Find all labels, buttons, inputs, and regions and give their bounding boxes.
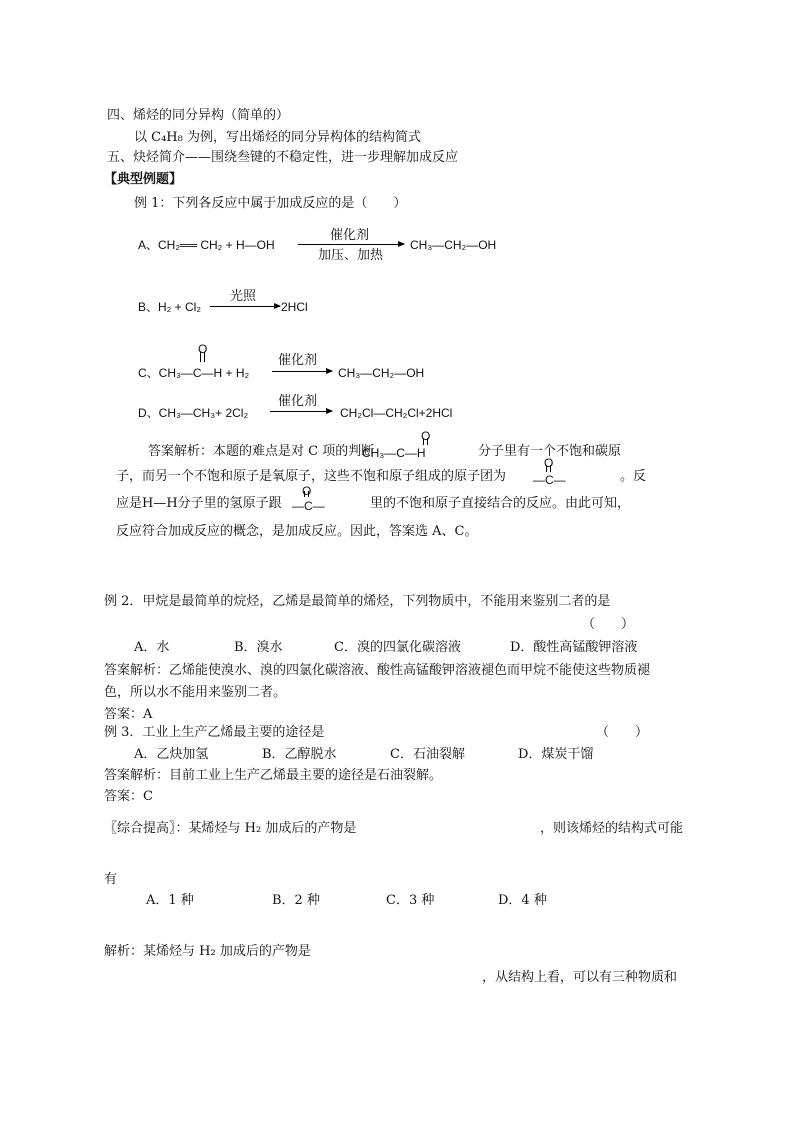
ex1-option-d-right: CH₂Cl—CH₂Cl+2HCl — [340, 406, 453, 420]
ex1-option-c-arrow — [272, 371, 332, 372]
ex3-paren: （ ） — [596, 725, 649, 740]
ex1-option-a-right: CH₃—CH₂—OH — [410, 238, 497, 252]
ex2-option-d: D．酸性高锰酸钾溶液 — [510, 640, 638, 655]
ex1-option-a-cond-bottom: 加压、加热 — [318, 248, 384, 263]
examples-heading: 【典型例题】 — [104, 172, 183, 187]
ex3-answer: 答案：C — [104, 789, 153, 804]
synthesis-line1-a: 〖综合提高〗：某烯烃与 H₂ 加成后的产物是 — [104, 821, 357, 836]
ex2-option-a: A．水 — [134, 640, 170, 655]
ex1-analysis-line2-oxygen: O — [544, 456, 554, 470]
ex1-analysis-line2-a: 子，而另一个不饱和原子是氧原子，这些不饱和原子组成的原子团为 — [116, 469, 507, 484]
ex1-option-b-cond-top: 光照 — [230, 289, 257, 304]
ex1-option-a-left: A、CH₂══ CH₂ + H—OH — [138, 238, 275, 252]
ex2-option-b: B．溴水 — [234, 640, 283, 655]
ex2-analysis-line2: 色，所以水不能用来鉴别二者。 — [104, 685, 287, 700]
ex3-option-a: A．乙炔加氢 — [134, 747, 209, 762]
ex2-analysis-line1: 答案解析：乙烯能使溴水、溴的四氯化碳溶液、酸性高锰酸钾溶液褪色而甲烷不能使这些物质褪 — [104, 663, 651, 678]
synthesis-option-d: D．4 种 — [498, 893, 547, 908]
synthesis-line1-b: ，则该烯烃的结构式可能 — [540, 821, 684, 836]
ex3-option-d: D．煤炭干馏 — [518, 747, 594, 762]
ex1-option-c-oxygen: O — [198, 342, 208, 356]
ex1-option-d-cond-top: 催化剂 — [278, 394, 318, 409]
ex1-analysis-line3-double-bond — [304, 491, 309, 497]
synthesis-option-a: A．1 种 — [146, 893, 194, 908]
ex1-option-b-left: B、H₂ + Cl₂ — [138, 300, 201, 314]
ex1-option-a-cond-top: 催化剂 — [330, 228, 370, 243]
ex1-analysis-line2-b: 。反 — [620, 469, 647, 484]
ex3-option-c: C．石油裂解 — [390, 747, 465, 762]
ex1-option-c-left: C、CH₃—C—H + H₂ — [138, 366, 250, 380]
ex3-question: 例 3．工业上生产乙烯最主要的途径是 — [104, 725, 325, 740]
ex1-option-b-arrow — [210, 306, 280, 307]
synthesis-analysis-a: 解析：某烯烃与 H₂ 加成后的产物是 — [104, 944, 311, 959]
ex1-analysis-line1-oxygen: O — [421, 429, 431, 443]
ex1-option-d-left: D、CH₃—CH₃+ 2Cl₂ — [138, 406, 249, 420]
ex1-option-d-arrow — [270, 411, 332, 412]
synthesis-option-c: C．3 种 — [386, 893, 435, 908]
ex1-analysis-line3-oxygen: O — [302, 484, 312, 498]
ex1-analysis-line3-b: 里的不饱和原子直接结合的反应。由此可知， — [370, 496, 631, 511]
ex3-option-b: B．乙醇脱水 — [262, 747, 337, 762]
ex2-paren: （ ） — [582, 617, 635, 632]
ex1-option-c-cond-top: 催化剂 — [278, 353, 318, 368]
ex1-option-c-right: CH₃—CH₂—OH — [338, 366, 425, 380]
ex1-analysis-line3-formula: —C— — [292, 499, 325, 513]
ex1-analysis-line1-a: 答案解析：本题的难点是对 C 项的判断 — [148, 444, 375, 459]
synthesis-line2: 有 — [104, 872, 118, 887]
ex1-analysis-line4: 反应符合加成反应的概念，是加成反应。因此，答案选 A、C。 — [116, 524, 478, 539]
ex2-option-c: C．溴的四氯化碳溶液 — [334, 640, 461, 655]
section5-heading: 五、炔烃简介——围绕叁键的不稳定性，进一步理解加成反应 — [107, 150, 459, 165]
ex1-analysis-line2-formula: —C— — [533, 473, 566, 487]
section4-line1: 以 C₄H₈ 为例，写出烯烃的同分异构体的结构简式 — [134, 130, 421, 145]
ex1-analysis-line1-double-bond — [423, 438, 428, 445]
ex2-answer: 答案：A — [104, 707, 153, 722]
section4-heading: 四、烯烃的同分异构（简单的） — [107, 108, 290, 123]
ex1-option-a-arrow — [298, 244, 404, 245]
ex1-analysis-line1-formula: CH₃—C—H — [362, 446, 426, 460]
ex1-option-c-double-bond — [200, 352, 205, 362]
ex1-analysis-line1-b: 分子里有一个不饱和碳原 — [478, 444, 622, 459]
ex1-option-b-right: 2HCl — [281, 300, 308, 314]
synthesis-analysis-b: ，从结构上看，可以有三种物质和 — [482, 970, 678, 985]
ex1-analysis-line3-a: 应是H—H分子里的氢原子跟 — [116, 496, 282, 511]
synthesis-option-b: B．2 种 — [272, 893, 320, 908]
ex2-question: 例 2．甲烷是最简单的烷烃，乙烯是最简单的烯烃，下列物质中，不能用来鉴别二者的是 — [104, 594, 611, 609]
ex1-question: 例 1：下列各反应中属于加成反应的是（ ） — [134, 196, 407, 211]
ex3-analysis: 答案解析：目前工业上生产乙烯最主要的途径是石油裂解。 — [104, 768, 443, 783]
ex1-analysis-line2-double-bond — [546, 465, 551, 472]
